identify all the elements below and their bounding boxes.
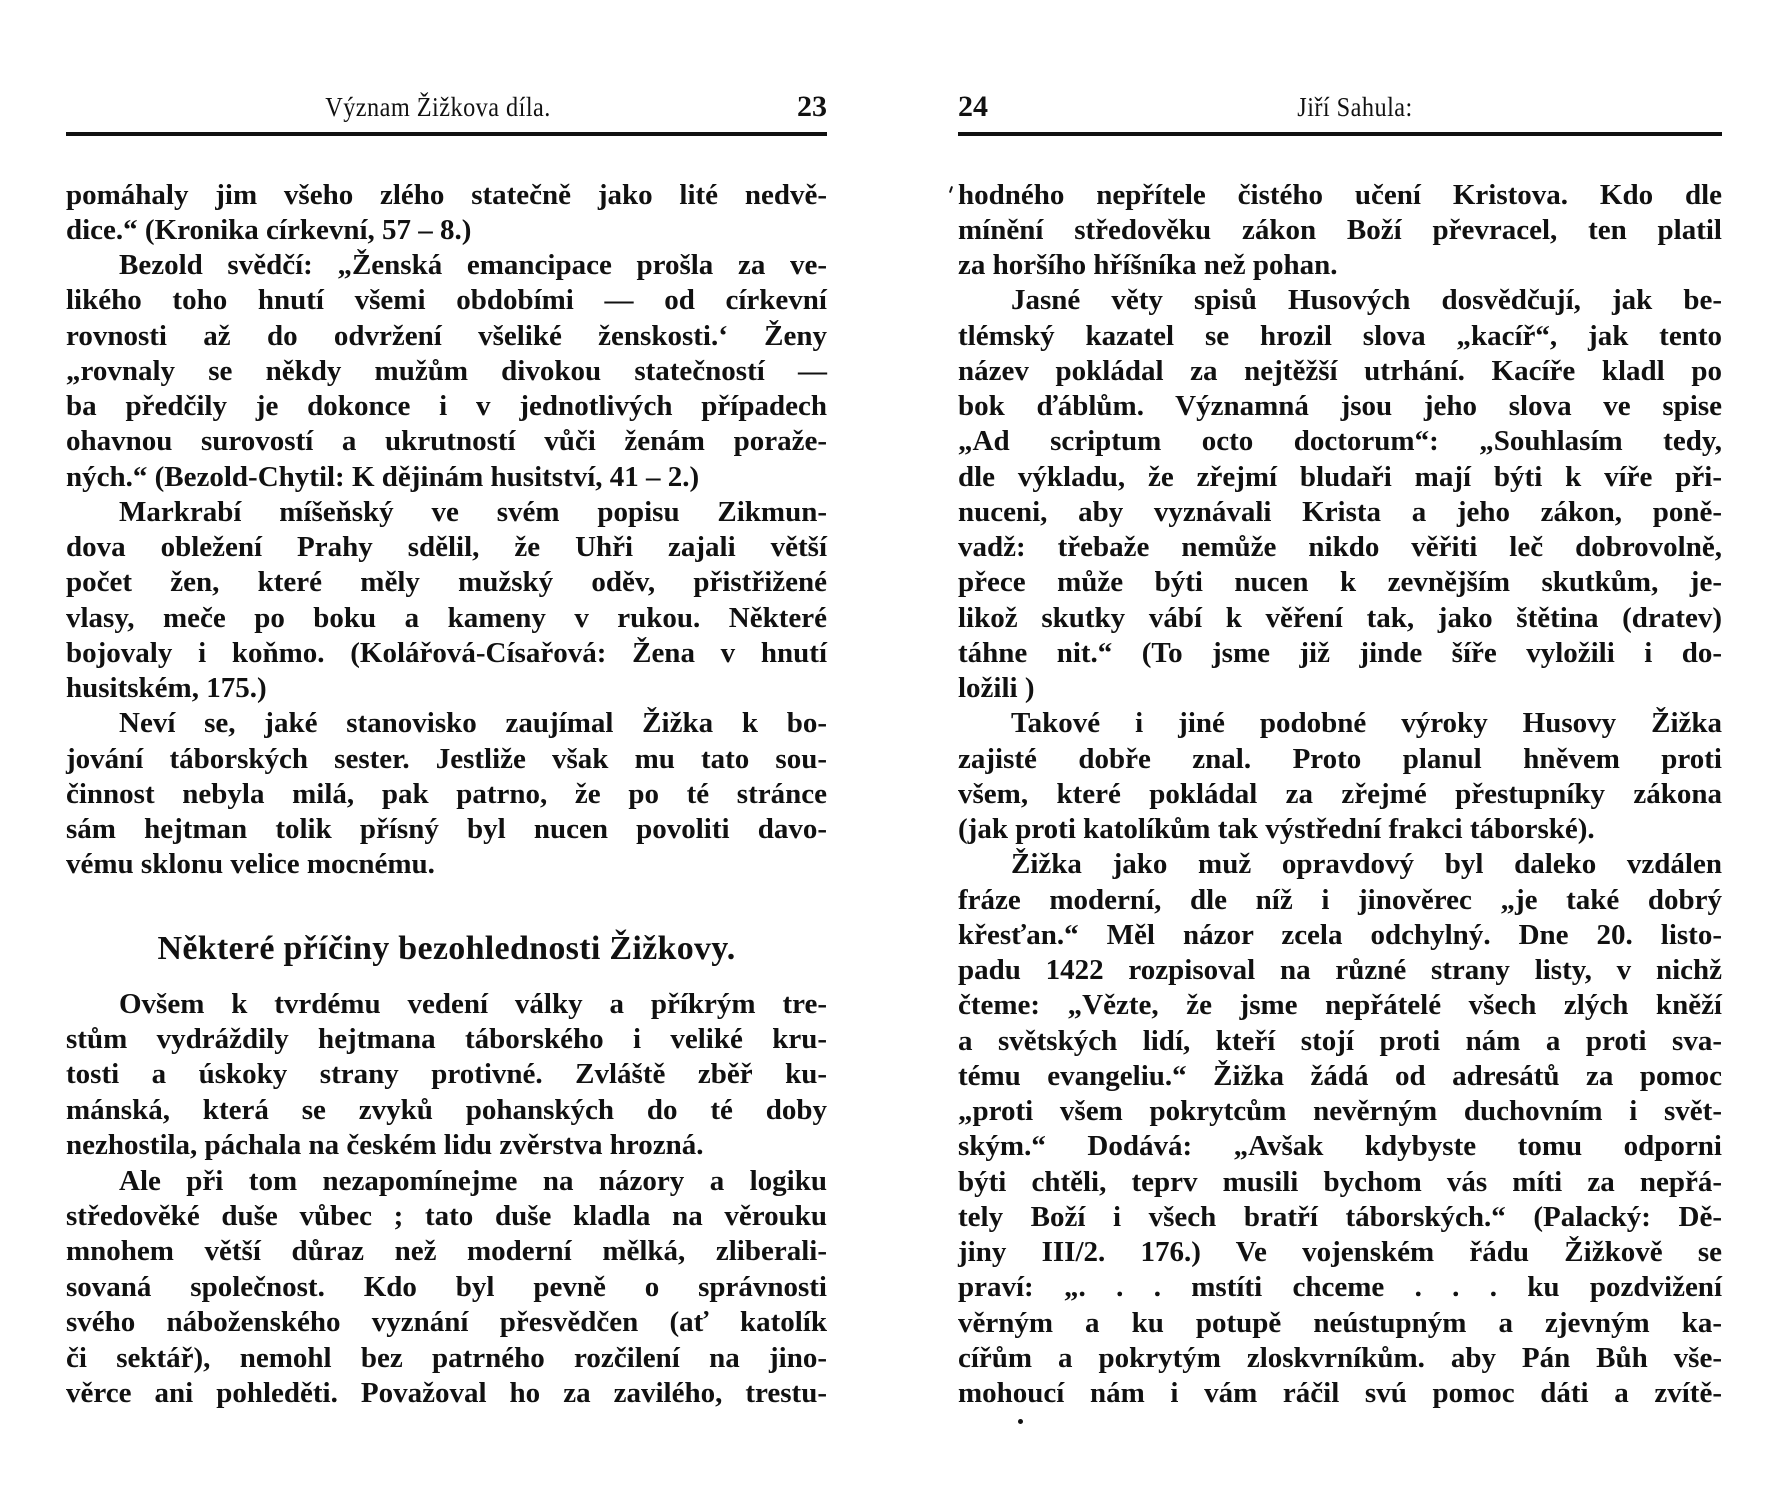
text-line: zajisté dobře znal. Proto planul hněvem proti: [958, 742, 1722, 775]
text-line: Neví se, jaké stanovisko zaujímal Žižka k bo-: [119, 707, 827, 740]
scan-speck: [1018, 1419, 1023, 1424]
page-number: 24: [958, 90, 988, 123]
text-line: a světských lidí, kteří stojí proti nám a proti sva-: [958, 1024, 1722, 1057]
text-line: čteme: „Vězte, že jsme nepřátelé všech zlých kněží: [958, 989, 1722, 1022]
text-line: Bezold svědčí: „Ženská emancipace prošla za ve-: [119, 249, 827, 281]
text-line: věrným a ku potupě neústupným a zjevným ka-: [958, 1306, 1722, 1339]
text-line: svého náboženského vyznání přesvědčen (ať katolík: [66, 1306, 827, 1339]
text-line: ložili ): [958, 672, 1035, 704]
scan-speck: [949, 186, 953, 193]
text-line: mnohem větší důraz než moderní mělká, zliberali-: [66, 1235, 827, 1268]
text-line: vlasy, meče po boku a kameny v rukou. Některé: [66, 601, 827, 634]
text-line: ským.“ Dodává: „Avšak kdybyste tomu odporni: [958, 1130, 1722, 1163]
text-line: sovaná společnost. Kdo byl pevně o správnosti: [66, 1270, 827, 1303]
text-line: název pokládal za nejtěžší utrhání. Kacíře kladl po: [958, 354, 1722, 387]
text-line: dice.“ (Kronika církevní, 57 – 8.): [66, 213, 472, 246]
page-24: [958, 0, 1722, 1500]
text-line: ohavnou surovostí a ukrutností vůči ženám poraže-: [66, 425, 827, 458]
text-line: či sektář), nemohl bez patrného rozčilení na jino-: [66, 1341, 827, 1374]
text-line: jiny III/2. 176.) Ve vojenském řádu Žižkově se: [958, 1236, 1722, 1268]
text-line: tlémský kazatel se hrozil slova „kacíř“, jak tento: [958, 319, 1722, 352]
text-line: počet žen, které měly mužský oděv, přistřižené: [66, 566, 827, 599]
text-line: věrce ani pohleděti. Považoval ho za zavilého, trestu-: [66, 1376, 827, 1409]
text-line: za horšího hříšníka než pohan.: [958, 249, 1338, 281]
text-line: vému sklonu velice mocnému.: [66, 848, 435, 881]
text-line: cířům a pokrytým zloskvrníkům. aby Pán Bůh vše-: [958, 1341, 1722, 1374]
text-line: rovnosti až do odvržení všeliké ženskosti.‘ Ženy: [66, 319, 827, 352]
text-line: „rovnaly se někdy mužům divokou statečností —: [66, 354, 827, 387]
text-line: nezhostila, páchala na českém lidu zvěrstva hrozná.: [66, 1129, 704, 1162]
text-line: nuceni, aby vyznávali Krista a jeho zákon, poně-: [958, 495, 1722, 528]
text-line: dova obležení Prahy sdělil, že Uhři zajali větší: [66, 531, 827, 563]
text-line: Ovšem k tvrdému vedení války a příkrým tre-: [119, 987, 827, 1020]
text-line: přece může býti nucen k zevnějším skutkům, je-: [958, 566, 1722, 599]
text-line: bojovaly i koňmo. (Kolářová-Císařová: Žena v hnutí: [66, 636, 827, 669]
text-line: Jasné věty spisů Husových dosvědčují, jak be-: [1011, 284, 1722, 317]
text-line: Markrabí míšeňský ve svém popisu Zikmun-: [119, 495, 827, 528]
text-line: likého toho hnutí všemi obdobími — od církevní: [66, 284, 827, 317]
text-line: hodného nepřítele čistého učení Kristova. Kdo dle: [958, 178, 1722, 211]
text-line: tely Boží i všech bratří táborských.“ (Palacký: Dě-: [958, 1200, 1722, 1233]
section-heading: Některé příčiny bezohlednosti Žižkovy.: [157, 930, 736, 967]
text-line: bok ďáblům. Významná jsou jeho slova ve spise: [958, 390, 1722, 422]
text-line: tému evangeliu.“ Žižka žádá od adresátů za pomoc: [958, 1059, 1722, 1092]
text-line: mánská, která se zvyků pohanských do té doby: [66, 1093, 827, 1126]
text-line: pomáhaly jim všeho zlého statečně jako lité nedvě-: [66, 178, 827, 211]
page-number: 23: [797, 90, 827, 123]
text-line: vadž: třebaže nemůže nikdo věřiti leč dobrovolně,: [958, 531, 1722, 563]
header-rule: [66, 132, 827, 136]
text-line: Ale při tom nezapomínejme na názory a logiku: [119, 1164, 827, 1197]
text-line: mohoucí nám i vám ráčil svú pomoc dáti a zvítě-: [958, 1377, 1722, 1409]
text-line: dle výkladu, že zřejmí bludaři mají býti k víře při-: [958, 460, 1722, 493]
page-23: [66, 0, 827, 1500]
text-line: praví: „. . . mstíti chceme . . . ku pozdvižení: [958, 1271, 1722, 1304]
text-line: „Ad scriptum octo doctorum“: „Souhlasím tedy,: [958, 425, 1722, 458]
text-line: Žižka jako muž opravdový byl daleko vzdálen: [1011, 848, 1722, 881]
text-line: ba předčily je dokonce i v jednotlivých případech: [66, 390, 827, 422]
text-line: ných.“ (Bezold-Chytil: K dějinám husitství, 41 – 2.): [66, 460, 700, 493]
running-header-title: Význam Žižkova díla.: [325, 92, 551, 122]
text-line: stům vydráždily hejtmana táborského i veliké kru-: [66, 1022, 827, 1055]
text-line: všem, které pokládal za zřejmé přestupníky zákona: [958, 777, 1722, 810]
running-header-title: Jiří Sahula:: [1297, 92, 1413, 122]
text-line: středověké duše vůbec ; tato duše kladla na věrouku: [66, 1199, 827, 1232]
text-line: tosti a úskoky strany protivné. Zvláště zběř ku-: [66, 1058, 827, 1091]
text-line: Takové i jiné podobné výroky Husovy Žižka: [1011, 707, 1722, 740]
text-line: býti chtěli, teprv musili bychom vás míti za nepřá-: [958, 1165, 1722, 1198]
text-line: jování táborských sester. Jestliže však mu tato sou-: [66, 742, 827, 775]
text-line: padu 1422 rozpisoval na různé strany listy, v nichž: [958, 954, 1722, 986]
text-line: fráze moderní, dle níž i jinověrec „je také dobrý: [958, 883, 1722, 916]
header-rule: [958, 132, 1722, 136]
text-line: sám hejtman tolik přísný byl nucen povoliti davo-: [66, 813, 827, 845]
text-line: „proti všem pokrytcům nevěrným duchovním i svět-: [958, 1095, 1722, 1127]
text-line: mínění středověku zákon Boží převracel, ten platil: [958, 213, 1722, 246]
text-line: husitském, 175.): [66, 672, 267, 704]
text-line: křesťan.“ Měl názor zcela odchylný. Dne 20. listo-: [958, 918, 1722, 951]
text-line: činnost nebyla milá, pak patrno, že po té stránce: [66, 777, 827, 810]
text-line: (jak proti katolíkům tak výstřední frakci táborské).: [958, 813, 1595, 845]
text-line: táhne nit.“ (To jsme již jinde šíře vyložili i do-: [958, 636, 1722, 669]
text-line: likož skutky vábí k věření tak, jako štětina (dratev): [958, 601, 1722, 634]
